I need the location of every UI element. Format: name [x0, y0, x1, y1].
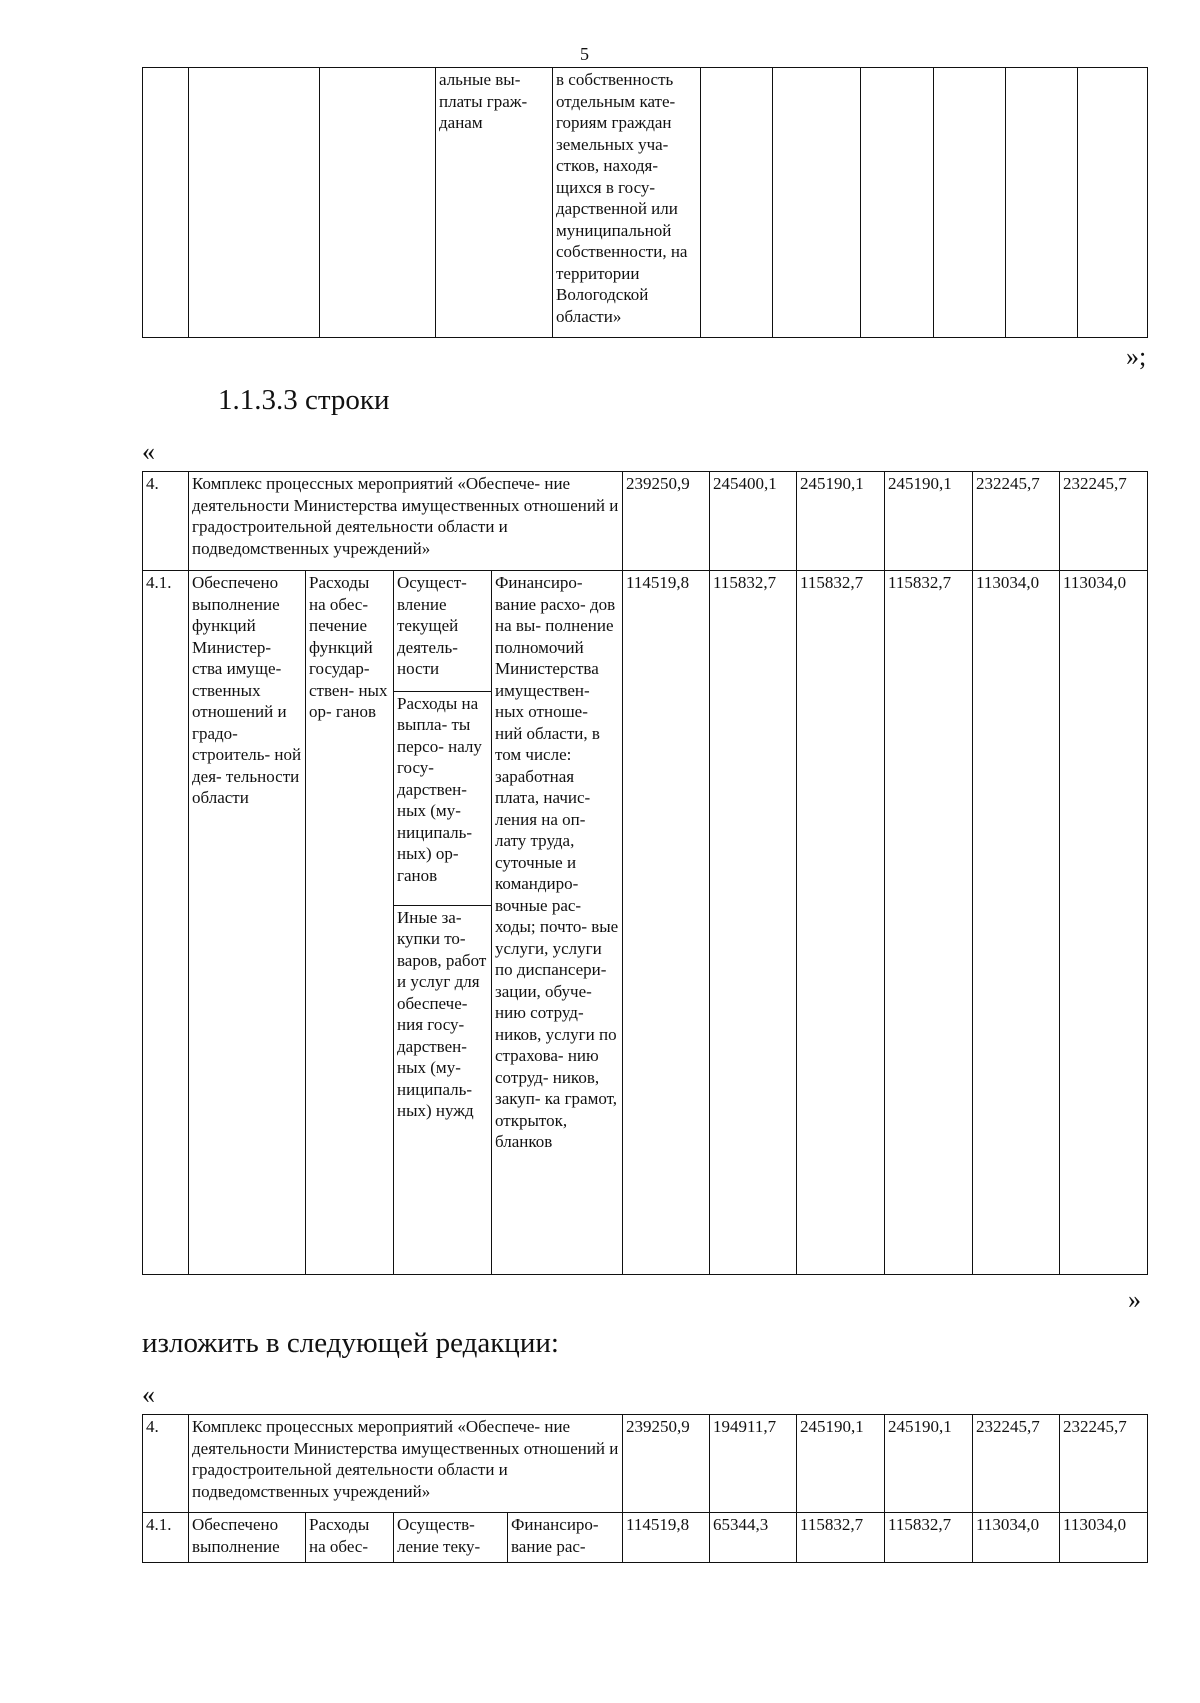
value-cell: 115832,7: [797, 1513, 885, 1563]
value-cell: 232245,7: [1060, 1415, 1148, 1513]
complex-title: Комплекс процессных мероприятий «Обеспече- ние деятельности Министерства имущественных отношений и градостроительной деятельности области и подведомственных учреждений»: [189, 472, 623, 571]
row-number: 4.1.: [143, 571, 189, 1275]
value-cell: 239250,9: [623, 1415, 710, 1513]
sub-expenses-cell: [394, 571, 492, 1275]
open-quote: «: [142, 437, 155, 466]
description-cell: Финансиро- вание расхо- дов на вы- полнение полномочий Министерства имуществен- ных отноше- ний области, в том числе: заработная плата, начис- ления на оп- лату труда, суточные и командиро- вочные рас- ходы; почто- вые услуги, услуги по диспансери- зации, обуче- нию сотруд- ников, услуги по страхова- нию сотруд- ников, закуп- ка грамот, открыток, бланков: [492, 571, 623, 1275]
description-cell: Финансиро- вание рас-: [508, 1513, 623, 1563]
value-cell: 115832,7: [885, 1513, 973, 1563]
value-cell: 114519,8: [623, 571, 710, 1275]
value-cell: 113034,0: [973, 571, 1060, 1275]
value-cell: 115832,7: [797, 571, 885, 1275]
value-cell: 239250,9: [623, 472, 710, 571]
row-number: 4.: [143, 1415, 189, 1513]
expense-cell: Расходы на обес-: [306, 1513, 394, 1563]
cell-empty: [189, 68, 320, 338]
complex-title: Комплекс процессных мероприятий «Обеспече- ние деятельности Министерства имущественных отношений и градостроительной деятельности области и подведомственных учреждений»: [189, 1415, 623, 1513]
value-cell: 232245,7: [1060, 472, 1148, 571]
old-rows-table: [142, 471, 1148, 1275]
sub-expense-current: Осущест- вление текущей деятель- ности: [394, 571, 491, 691]
value-cell: 245190,1: [885, 1415, 973, 1513]
cell-empty: [773, 68, 861, 338]
value-cell: 245190,1: [797, 472, 885, 571]
value-cell: 113034,0: [973, 1513, 1060, 1563]
value-cell: 114519,8: [623, 1513, 710, 1563]
row-number: 4.: [143, 472, 189, 571]
value-cell: 115832,7: [885, 571, 973, 1275]
result-cell: Обеспечено выполнение: [189, 1513, 306, 1563]
open-quote: «: [142, 1380, 155, 1409]
cell-empty: [143, 68, 189, 338]
new-rows-table: [142, 1414, 1148, 1563]
page-number: 5: [580, 44, 589, 64]
sub-expense-personnel: Расходы на выпла- ты персо- налу госу- дарствен- ных (му- ниципаль- ных) ор- ганов: [394, 691, 491, 905]
value-cell: 232245,7: [973, 1415, 1060, 1513]
row-number: 4.1.: [143, 1513, 189, 1563]
value-cell: 113034,0: [1060, 571, 1148, 1275]
cell-empty: [1078, 68, 1148, 338]
result-cell: Обеспечено выполнение функций Министер- ства имуще- ственных отношений и градо- строитель- ной дея- тельности области: [189, 571, 306, 1275]
replace-heading: изложить в следующей редакции:: [142, 1327, 559, 1359]
continuation-table: [142, 67, 1148, 338]
expense-cell: Расходы на обес- печение функций государ- ствен- ных ор- ганов: [306, 571, 394, 1275]
value-cell: 232245,7: [973, 472, 1060, 571]
cell-empty: [934, 68, 1006, 338]
value-cell: 65344,3: [710, 1513, 797, 1563]
value-cell: 245190,1: [885, 472, 973, 571]
cell-empty: [701, 68, 773, 338]
sub-expenses-table: [394, 571, 491, 1123]
section-heading: 1.1.3.3 строки: [218, 384, 390, 416]
close-quote: »: [1128, 1285, 1141, 1314]
value-cell: 245400,1: [710, 472, 797, 571]
cell-empty: [861, 68, 934, 338]
value-cell: 115832,7: [710, 571, 797, 1275]
value-cell: 113034,0: [1060, 1513, 1148, 1563]
payments-cell: альные вы- платы граж- данам: [436, 68, 553, 338]
value-cell: 245190,1: [797, 1415, 885, 1513]
sub-expense-procurement: Иные за- купки то- варов, работ и услуг для обеспече- ния госу- дарствен- ных (му- ниципаль- ных) нужд: [397, 907, 487, 1120]
land-ownership-cell: в собственность отдельным кате- гориям граждан земельных уча- стков, находя- щихся в госу- дарственной или муниципальной собственности, на территории Вологодской области»: [553, 68, 701, 338]
sub-expense-current: Осуществ- ление теку-: [394, 1513, 508, 1563]
cell-empty: [1006, 68, 1078, 338]
cell-empty: [320, 68, 436, 338]
close-quote-semicolon: »;: [1126, 342, 1147, 371]
value-cell: 194911,7: [710, 1415, 797, 1513]
